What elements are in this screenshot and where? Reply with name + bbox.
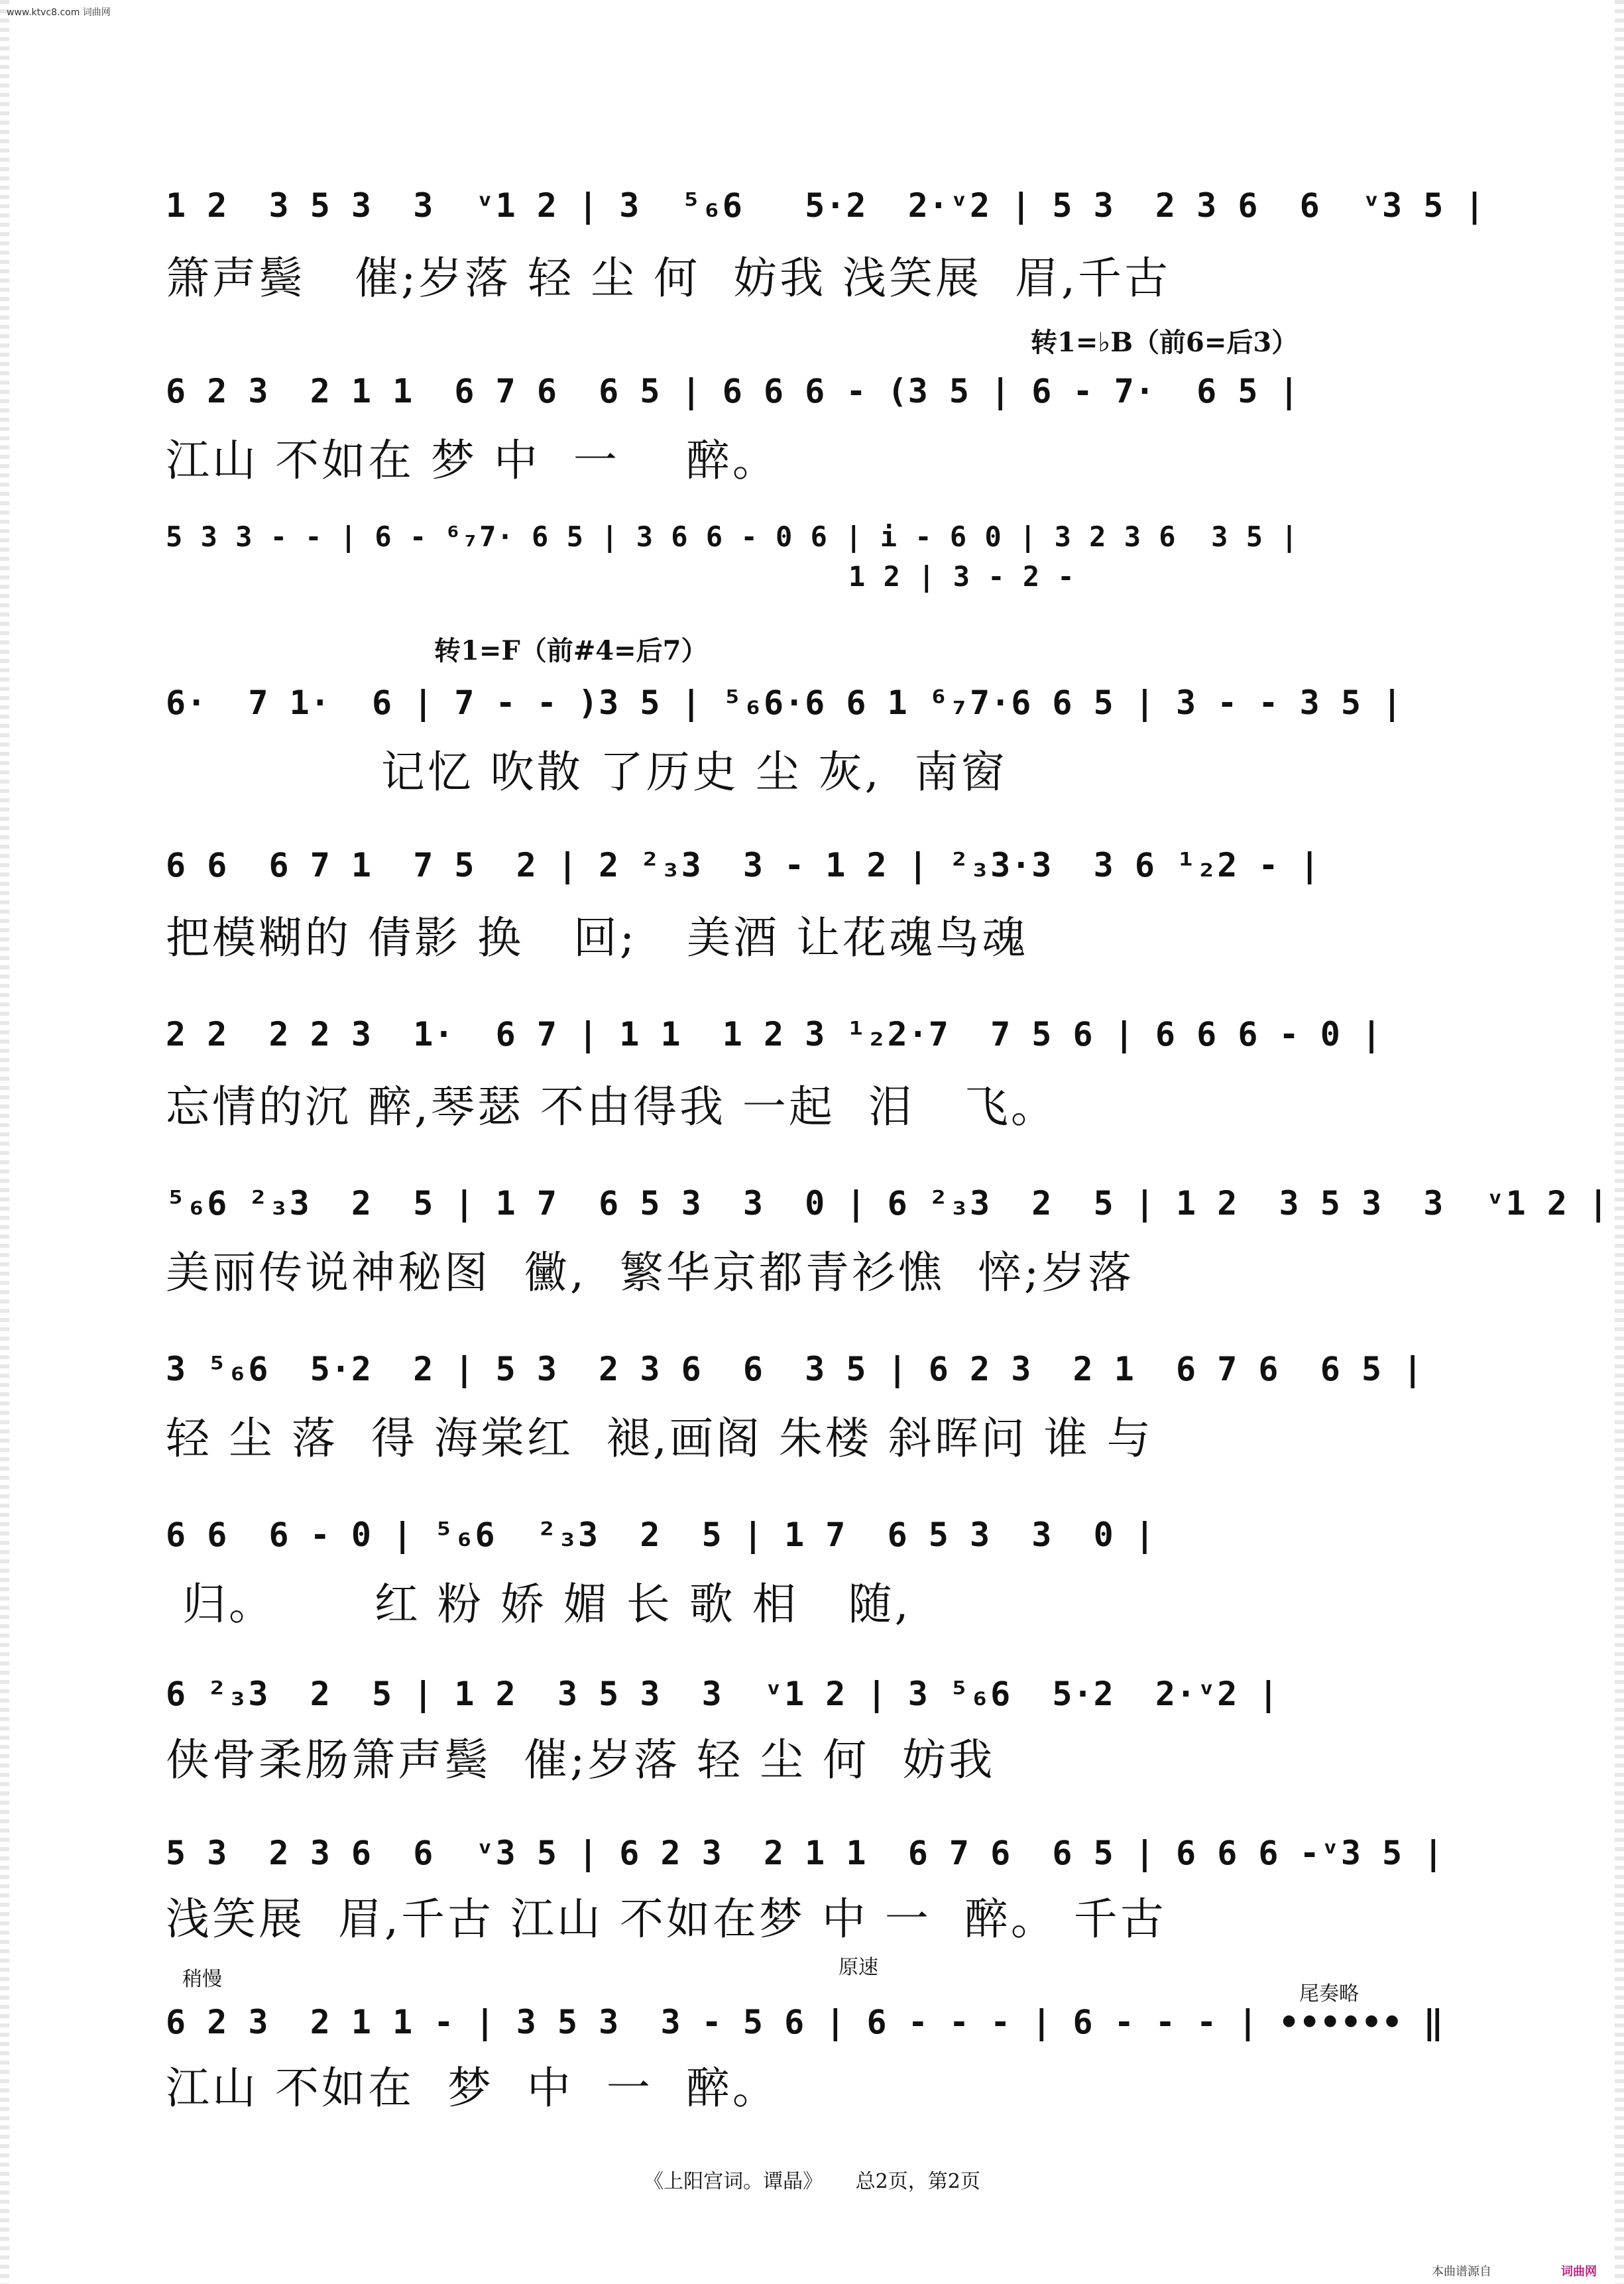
footer-page-count: 总2页，第2页 bbox=[855, 2170, 980, 2193]
lyric-line: 忘情的沉 醉,琴瑟 不由得我 一起 泪 飞。 bbox=[166, 1081, 1057, 1132]
notation-line: 6 6 6 7 1 7 5 2 | 2 ²₃3 3 - 1 2 | ²₃3·3 3 6 ¹₂2 - | bbox=[166, 846, 1320, 884]
lyric-line: 江山 不如在 梦 中 一 醉。 bbox=[166, 435, 779, 486]
notation-line: 3 ⁵₆6 5·2 2 | 5 3 2 3 6 6 3 5 | 6 2 3 2 1 6 7 6 6 5 | bbox=[166, 1350, 1424, 1388]
notation-line: 1 2 3 5 3 3 ᵛ1 2 | 3 ⁵₆6 5·2 2·ᵛ2 | 5 3 2 3 6 6 ᵛ3 5 | bbox=[166, 186, 1485, 225]
key-change-annotation: 转1=♭B（前6=后3） bbox=[1031, 327, 1299, 358]
lyric-line: 美丽传说神秘图 黴, 繁华京都青衫憔 悴;岁落 bbox=[166, 1247, 1135, 1298]
footer-title: 《上阳宫词。谭晶》 bbox=[644, 2170, 823, 2193]
notation-line: 5 3 3 - - | 6 - ⁶₇7· 6 5 | 3 6 6 - 0 6 | i - 6 0 | 3 2 3 6 3 5 | bbox=[166, 520, 1299, 553]
notation-line: ⁵₆6 ²₃3 2 5 | 1 7 6 5 3 3 0 | 6 ²₃3 2 5 | 1 2 3 5 3 3 ᵛ1 2 | bbox=[166, 1184, 1609, 1223]
page-footer bbox=[0, 2165, 1624, 2194]
lyric-line: 侠骨柔肠箫声鬓 催;岁落 轻 尘 何 妨我 bbox=[166, 1734, 996, 1785]
tempo-mark-original: 原速 bbox=[839, 1956, 878, 1979]
source-note: 本曲谱源自 bbox=[1432, 2265, 1491, 2279]
tempo-mark-slower: 稍慢 bbox=[182, 1968, 222, 1991]
notation-line: 6 ²₃3 2 5 | 1 2 3 5 3 3 ᵛ1 2 | 3 ⁵₆6 5·2 2·ᵛ2 | bbox=[166, 1675, 1279, 1713]
notation-line: 6 2 3 2 1 1 6 7 6 6 5 | 6 6 6 - (3 5 | 6 - 7· 6 5 | bbox=[166, 372, 1300, 410]
lyric-line: 浅笑展 眉,千古 江山 不如在梦 中 一 醉。 千古 bbox=[166, 1893, 1167, 1945]
key-change-annotation: 转1=F（前#4=后7） bbox=[434, 635, 708, 666]
notation-line: 6· 7 1· 6 | 7 - - )3 5 | ⁵₆6·6 6 1 ⁶₇7·6 6 5 | 3 - - 3 5 | bbox=[166, 684, 1403, 722]
notation-line: 6 6 6 - 0 | ⁵₆6 ²₃3 2 5 | 1 7 6 5 3 3 0 | bbox=[166, 1516, 1155, 1554]
notation-lower-part: 1 2 | 3 - 2 - bbox=[848, 560, 1075, 593]
notation-line: 5 3 2 3 6 6 ᵛ3 5 | 6 2 3 2 1 1 6 7 6 6 5 | 6 6 6 -ᵛ3 5 | bbox=[166, 1834, 1444, 1872]
lyric-line: 轻 尘 落 得 海棠红 褪,画阁 朱楼 斜晖问 谁 与 bbox=[166, 1413, 1153, 1464]
lyric-line: 把模糊的 倩影 换 回; 美酒 让花魂鸟魂 bbox=[166, 912, 1029, 963]
lyric-line: 江山 不如在 梦 中 一 醉。 bbox=[166, 2063, 779, 2114]
notation-line: 2 2 2 2 3 1· 6 7 | 1 1 1 2 3 ¹₂2·7 7 5 6 | 6 6 6 - 0 | bbox=[166, 1015, 1383, 1053]
left-border bbox=[0, 0, 9, 2284]
lyric-line: 箫声鬓 催;岁落 轻 尘 何 妨我 浅笑展 眉,千古 bbox=[166, 253, 1171, 304]
lyric-line: 记忆 吹散 了历史 尘 灰, 南窗 bbox=[166, 747, 1008, 798]
outro-omitted-mark: 尾奏略 bbox=[1299, 1982, 1359, 2006]
brand-logo-text: 词曲网 bbox=[1561, 2265, 1597, 2279]
site-url: www.ktvc8.com 词曲网 bbox=[7, 7, 111, 18]
notation-line: 6 2 3 2 1 1 - | 3 5 3 3 - 5 6 | 6 - - - | 6 - - - | •••••• ‖ bbox=[166, 2003, 1444, 2041]
right-border bbox=[1615, 0, 1624, 2284]
lyric-line: 归。 红 粉 娇 媚 长 歌 相 随, bbox=[166, 1579, 911, 1630]
